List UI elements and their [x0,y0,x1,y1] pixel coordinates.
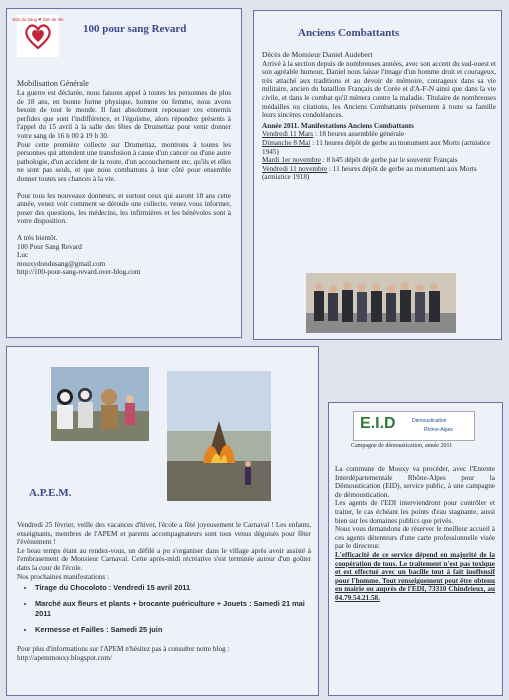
list-item: • Tirage du Chocoloto : Vendredi 15 avril 2011 [35,583,311,593]
veterans-group-photo [306,273,456,333]
anciens-combattants-section [253,10,502,340]
don-du-sang-logo [12,15,64,57]
section-title: 100 pour sang Revard [83,23,187,35]
eid-logo-subtext: Démoustication [412,418,447,424]
list-item: • Kermesse et Failles : Samedi 25 juin [35,625,311,635]
paragraph-1: La guerre est déclarée, nous faisons appel à toutes les personnes de plus de 18 ans, en bonne forme physique, homme ou femme, nous avons besoin de tout le monde. Il faut absolument repousser ces ennemis perfides que sont l'indifférence, et l'égoïsme, alors répondez présents à l'appel du 15 avril à la salle des fêtes de Drumettaz pour venir donner votre sang de 16 h 00 à 19 h 30. [17,89,231,140]
event-4: Vendredi 11 novembre : 11 heures dépôt de gerbe au monument aux Morts (armistice 1918) [262,164,477,182]
section-title: A.P.E.M. [29,487,72,499]
email-link[interactable]: mouxydondusang@gmail.com [17,259,106,268]
eid-logo-text: E.I.D [360,415,396,432]
paragraph-2: Pour cette première collecte sur Drumettaz, montrons à toutes les personnes qui attendent une transfusion à cause d'un cancer ou d'une autre pathologie, d'un accident de la route, d'un accouchement etc, qu'ils et elles ne sont pas seuls, et que nous combattons à leur côté pour ensemble donner toutes ses chances à la vie. [17,140,231,183]
blog-link[interactable]: http://100-pour-sang-revard.over-blog.com [17,268,141,277]
carnival-costumes-photo [51,367,149,441]
eid-demoustication-section [328,402,503,696]
eid-logo [353,411,475,441]
list-item: • Marché aux fleurs et plants + brocante puériculture + Jouets : Samedi 21 mai 2011 [35,599,311,619]
signature-line-1: A très bientôt. [17,233,58,242]
photo-caption: Campagne de démoustication, année 2011 [351,443,453,449]
paragraph-1: Vendredi 25 février, veille des vacances d'hiver, l'école a fêté joyeusement le Carnaval ! Les enfants, enseignants, membres de l'APEM et parents accompagnateurs sont tous venus déguisés pour fêter l'évènement ! [17,521,311,547]
signature-line-2: 100 Pour Sang Revard [17,242,82,251]
eid-logo-region: Rhône-Alpes [424,427,453,433]
signature-line-3: Luc [17,251,29,260]
carnival-bonfire-photo [167,371,271,501]
paragraph-1: La commune de Mouxy va procéder, avec l'Entente Interdépartementale Rhône-Alpes pour la Démoustication (EID), service public, à une campagne de démoustication. [335,465,495,499]
manifestations-title: Année 2011. Manifestations Anciens Combattants [262,121,414,130]
blog-footer[interactable]: Pour plus d'informations sur l'APEM n'hésitez pas à consulter notre blog : http://apemmouxy.blogspot.com/ [17,645,230,662]
logo-text: Don du Sang ❤ Don de Vie [12,17,64,22]
don-du-sang-section [6,8,242,338]
event-3: Mardi 1er novembre : 8 h45 dépôt de gerbe par le souvenir Français [262,156,458,165]
intro-line: Décès de Monsieur Daniel Audebert [262,50,373,59]
tribute-paragraph: Arrivé à la section depuis de nombreuses années, avec son accent du sud-ouest et son agréable humour, Daniel nous laisse l'image d'un homme droit et courageux, très attaché aux traditions et au devoir de mémoire, courageux dans sa vie militaire, ancien du bataillon Français de Corée et d'A-F-N ainsi que dans la vie civile, et dans le combat qu'il mènera contre la maladie. Titulaire de nombreuses médailles ou citations, les Anciens Combattants présentent à toute sa famille leurs sincères condoléances. [262,59,496,120]
paragraph-3: Nous vous demandons de réserver le meilleur accueil à ces agents détenteurs d'une carte professionnelle visée par le directeur. [335,525,495,551]
list-intro: Nos prochaines manifestations : [17,572,110,581]
paragraph-4: L'efficacité de ce service dépend en majorité de la coopération de tous. Le traitement n'est pas toxique et est effectué avec un bacille tout à fait inoffensif pour l'homme. Tout renseignement peut être obtenu en mairie ou auprès de l'EDI, 73310 Chindrieux, au 04.79.54.21.58. [335,550,495,602]
paragraph-2: Le beau temps étant au rendez-vous, un défilé a pu s'organiser dans le village après avoir assisté à l'embrasement de Monsieur Carnaval. Cette après-midi récréative s'est terminée autour d'un goûter dans la cour de l'école. [17,546,311,572]
section-subtitle: Mobilisation Générale [17,79,89,88]
event-2: Dimanche 8 Mai : 11 heures dépôt de gerbe au monument aux Morts (armistice 1945) [262,138,491,156]
paragraph-3: Pour tous les nouveaux donneurs, et surtout ceux qui auront 18 ans cette année, venez voir comment se déroule une collecte, venez vous informer, poser des questions, les médecins, les infirmières et les bénévoles sont à votre disposition. [17,191,231,226]
apem-section [6,346,319,696]
paragraph-2: Les agents de l'EDI interviendront pour contrôler et traiter, le cas échéant les points d'eau stagnante, aussi bien sur les domaines publics que privés. [335,499,495,525]
event-1: Vendredi 11 Mars : 18 heures assemblée générale [262,130,405,139]
section-title: Anciens Combattants [298,27,400,39]
